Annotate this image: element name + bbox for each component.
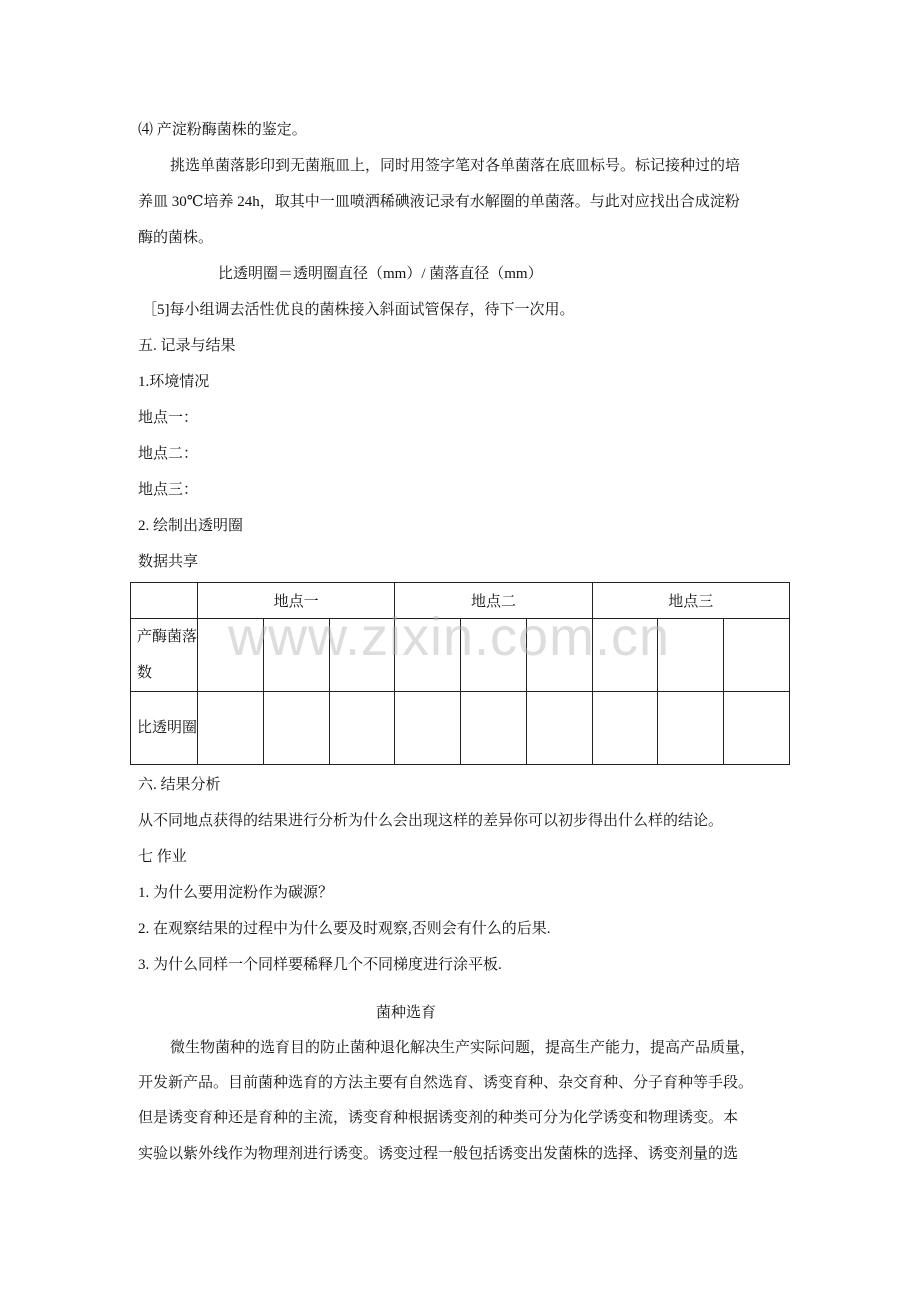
table-cell[interactable] — [263, 619, 329, 692]
paragraph-line: 酶的菌株。 — [138, 230, 214, 246]
table-cell[interactable] — [724, 619, 790, 692]
table-header-row — [131, 583, 790, 619]
table-cell[interactable] — [461, 619, 527, 692]
row-label: 比透明圈 — [131, 692, 198, 765]
table-cell[interactable] — [526, 619, 592, 692]
location-2: 地点二： — [138, 446, 199, 462]
table-cell[interactable] — [658, 619, 724, 692]
table-row — [131, 619, 790, 692]
table-cell[interactable] — [329, 619, 395, 692]
section-title: 菌种选育 — [376, 1005, 437, 1021]
homework-item: 3. 为什么同样一个同样要稀释几个不同梯度进行涂平板. — [138, 957, 502, 973]
header-location-1: 地点一 — [198, 583, 395, 619]
formula: 比透明圈＝透明圈直径（mm）/ 菌落直径（mm） — [218, 266, 543, 282]
draw-heading: 2. 绘制出透明圈 — [138, 518, 244, 534]
table-cell[interactable] — [395, 692, 461, 765]
watermark: www.zixin.com.cn — [228, 607, 671, 667]
homework-item: 1. 为什么要用淀粉作为碳源？ — [138, 885, 334, 901]
table-cell[interactable] — [263, 692, 329, 765]
share-heading: 数据共享 — [138, 554, 199, 570]
section-5-heading: 五. 记录与结果 — [138, 338, 236, 354]
header-location-3: 地点三 — [592, 583, 789, 619]
table-cell[interactable] — [658, 692, 724, 765]
table-cell[interactable] — [395, 619, 461, 692]
header-location-2: 地点二 — [395, 583, 592, 619]
paragraph-line: 微生物菌种的选育目的防止菌种退化解决生产实际问题，提高生产能力，提高产品质量， — [170, 1040, 756, 1056]
section-6-heading: 六. 结果分析 — [138, 777, 221, 793]
row-label: 产酶菌落数 — [131, 619, 198, 692]
table-cell[interactable] — [329, 692, 395, 765]
paragraph-line: 养皿 30℃培养 24h，取其中一皿喷洒稀碘液记录有水解圈的单菌落。与此对应找出合成淀粉 — [138, 194, 740, 210]
environment-heading: 1.环境情况 — [138, 374, 210, 390]
table-corner — [131, 583, 198, 619]
table-cell[interactable] — [461, 692, 527, 765]
table-cell[interactable] — [198, 619, 264, 692]
table-cell[interactable] — [592, 619, 658, 692]
table-cell[interactable] — [526, 692, 592, 765]
step-5: ［5]每小组调去活性优良的菌株接入斜面试管保存，待下一次用。 — [142, 302, 575, 318]
location-1: 地点一： — [138, 410, 199, 426]
paragraph-line: 挑选单菌落影印到无菌瓶皿上，同时用签字笔对各单菌落在底皿标号。标记接种过的培 — [170, 158, 741, 174]
table-cell[interactable] — [724, 692, 790, 765]
homework-item: 2. 在观察结果的过程中为什么要及时观察,否则会有什么的后果. — [138, 921, 551, 937]
paragraph-line: 实验以紫外线作为物理剂进行诱变。诱变过程一般包括诱变出发菌株的选择、诱变剂量的选 — [138, 1146, 739, 1162]
paragraph-line: 开发新产品。目前菌种选育的方法主要有自然选育、诱变育种、杂交育种、分子育种等手段。 — [138, 1075, 754, 1091]
analysis-text: 从不同地点获得的结果进行分析为什么会出现这样的差异你可以初步得出什么样的结论。 — [138, 813, 724, 829]
paragraph-line: 但是诱变育种还是育种的主流，诱变育种根据诱变剂的种类可分为化学诱变和物理诱变。本 — [138, 1110, 739, 1126]
location-3: 地点三： — [138, 482, 199, 498]
table-row — [131, 692, 790, 765]
data-table — [130, 582, 790, 765]
section-4-heading: ⑷ 产淀粉酶菌株的鉴定。 — [138, 122, 307, 138]
section-7-heading: 七 作业 — [138, 849, 187, 865]
table-cell[interactable] — [592, 692, 658, 765]
table-cell[interactable] — [198, 692, 264, 765]
